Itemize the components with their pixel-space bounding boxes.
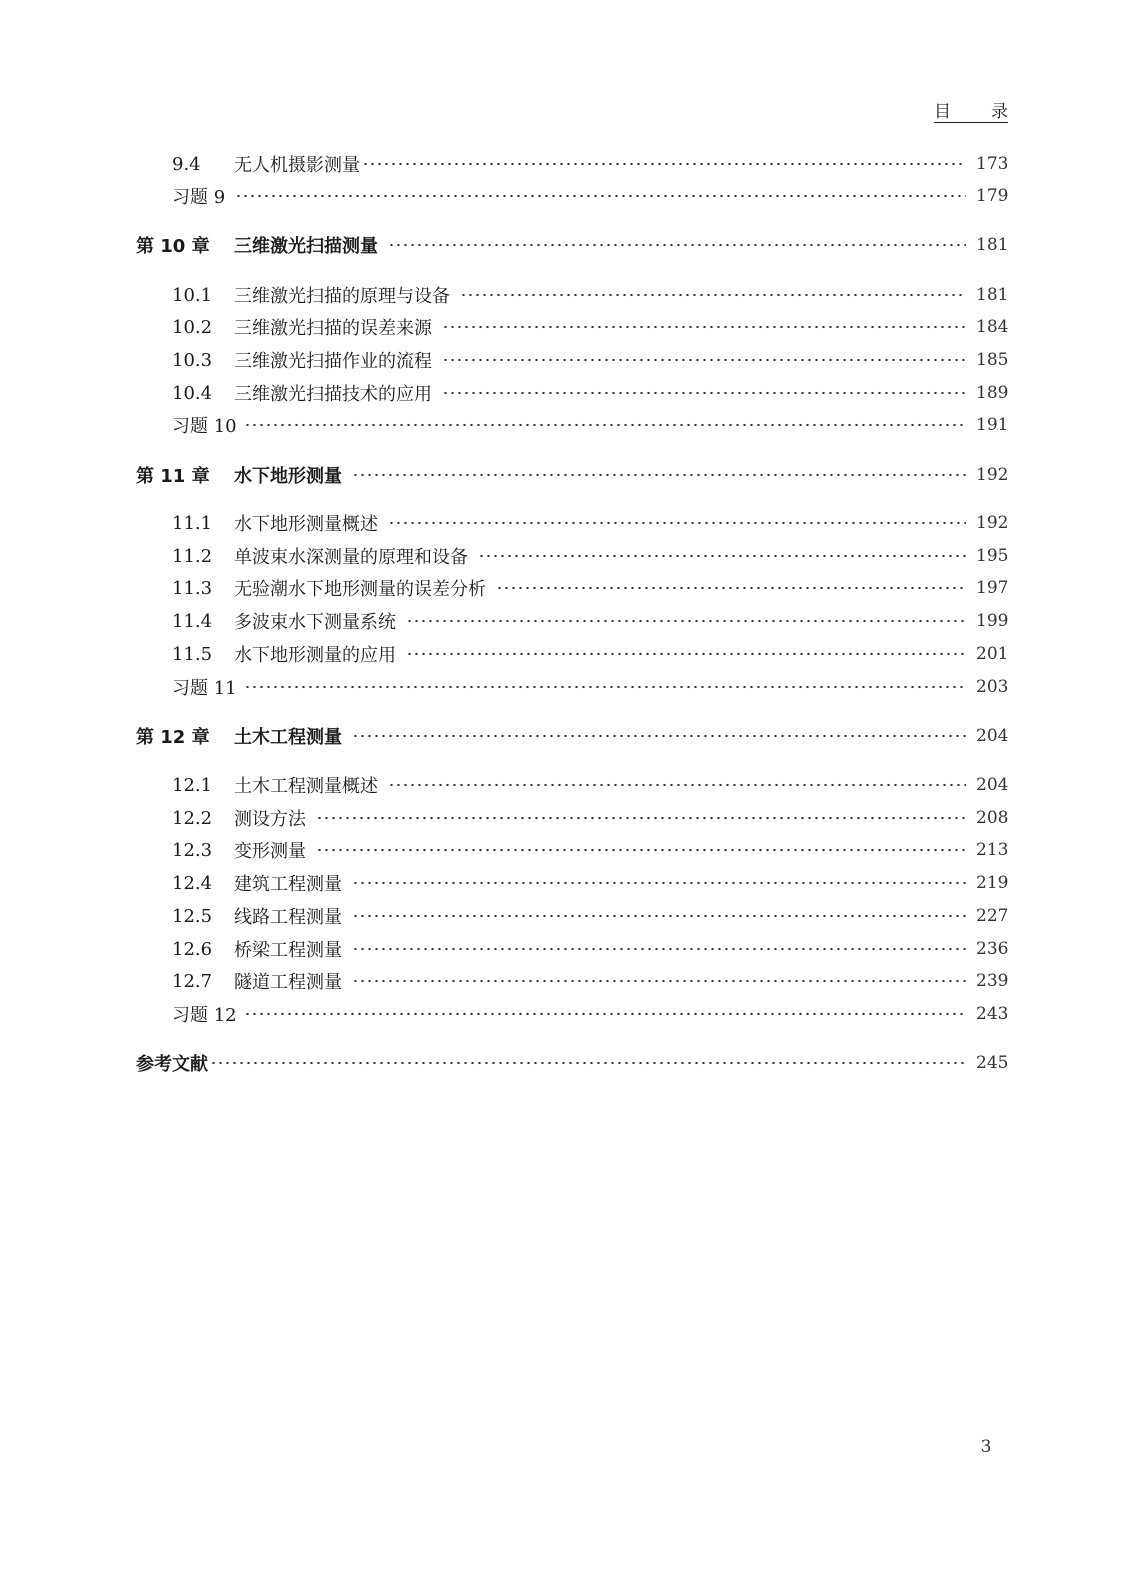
toc-entry-10-4[interactable] <box>172 380 1008 406</box>
toc-entry-page: 179 <box>976 186 1009 206</box>
dot-leader <box>388 243 966 247</box>
toc-entry-page: 236 <box>976 939 1009 959</box>
toc-entry-number: 11.1 <box>172 512 213 534</box>
toc-entry-title: 测设方法 <box>234 809 306 830</box>
toc-entry-page: 201 <box>976 644 1009 664</box>
header-right-char: 录 <box>991 101 1008 122</box>
toc-entry-12-3[interactable] <box>172 837 1008 863</box>
toc-entry-page: 181 <box>976 285 1009 305</box>
toc-entry-title: 水下地形测量的应用 <box>234 645 396 666</box>
toc-entry-title: 无验潮水下地形测量的误差分析 <box>234 579 486 600</box>
toc-entry-exercise-12[interactable] <box>172 1001 1008 1027</box>
dot-leader <box>244 1012 966 1016</box>
toc-entry-page: 184 <box>976 317 1009 337</box>
toc-entry-12-7[interactable] <box>172 968 1008 994</box>
chapter-page: 192 <box>976 465 1009 485</box>
toc-entry-title: 三维激光扫描的原理与设备 <box>234 286 450 307</box>
toc-entry-title: 多波束水下测量系统 <box>234 612 396 633</box>
dot-leader <box>460 293 966 297</box>
toc-entry-12-4[interactable] <box>172 870 1008 896</box>
toc-entry-page: 192 <box>976 513 1009 533</box>
toc-entry-11-2[interactable] <box>172 543 1008 569</box>
dot-leader <box>388 521 966 525</box>
toc-entry-page: 197 <box>976 578 1009 598</box>
toc-chapter-10[interactable] <box>136 232 1008 258</box>
toc-entry-title: 隧道工程测量 <box>234 972 342 993</box>
chapter-title: 水下地形测量 <box>234 466 342 487</box>
toc-entry-number: 11.5 <box>172 643 213 665</box>
chapter-title: 土木工程测量 <box>234 727 342 748</box>
toc-chapter-12[interactable] <box>136 723 1008 749</box>
dot-leader <box>352 734 966 738</box>
toc-entry-page: 204 <box>976 775 1009 795</box>
toc-entry-page: 191 <box>976 415 1009 435</box>
dot-leader <box>352 881 966 885</box>
toc-entry-number: 11.2 <box>172 545 213 567</box>
chapter-page: 204 <box>976 726 1009 746</box>
toc-entry-page: 189 <box>976 383 1009 403</box>
toc-entry-exercise-11[interactable] <box>172 674 1008 700</box>
dot-leader <box>388 783 966 787</box>
toc-entry-number: 12.1 <box>172 774 213 796</box>
toc-entry-12-6[interactable] <box>172 936 1008 962</box>
toc-entry-number: 习题 11 <box>172 678 237 699</box>
toc-entry-11-4[interactable] <box>172 608 1008 634</box>
toc-entry-number: 10.3 <box>172 349 213 371</box>
toc-entry-title: 单波束水深测量的原理和设备 <box>234 547 468 568</box>
toc-entry-number: 10.4 <box>172 382 213 404</box>
dot-leader <box>244 685 966 689</box>
toc-entry-page: 208 <box>976 808 1009 828</box>
toc-entry-number: 9.4 <box>172 153 201 175</box>
dot-leader <box>406 619 966 623</box>
toc-entry-12-5[interactable] <box>172 903 1008 929</box>
toc-entry-number: 12.4 <box>172 872 213 894</box>
dot-leader <box>442 325 966 329</box>
toc-entry-12-1[interactable] <box>172 772 1008 798</box>
toc-entry-number: 10.2 <box>172 316 213 338</box>
dot-leader <box>352 979 966 983</box>
toc-entry-page: 199 <box>976 611 1009 631</box>
toc-entry-10-1[interactable] <box>172 282 1008 308</box>
toc-entry-11-1[interactable] <box>172 510 1008 536</box>
toc-entry-title: 习题 9 <box>172 187 226 208</box>
dot-leader <box>478 554 966 558</box>
toc-entry-page: 203 <box>976 677 1009 697</box>
toc-entry-page: 185 <box>976 350 1009 370</box>
toc-entry-title: 水下地形测量概述 <box>234 514 378 535</box>
toc-entry-page: 173 <box>976 154 1009 174</box>
toc-references[interactable] <box>136 1050 1008 1076</box>
toc-entry-number: 习题 10 <box>172 416 237 437</box>
dot-leader <box>316 848 966 852</box>
toc-entry-9-4[interactable] <box>172 151 1008 177</box>
toc-entry-10-3[interactable] <box>172 347 1008 373</box>
dot-leader <box>352 914 966 918</box>
chapter-number: 第 10 章 <box>136 236 210 257</box>
dot-leader <box>210 1061 966 1065</box>
dot-leader <box>352 473 966 477</box>
header-left-char: 目 <box>934 101 951 122</box>
toc-entry-number: 12.3 <box>172 839 213 861</box>
toc-entry-number: 12.7 <box>172 970 213 992</box>
toc-entry-page: 243 <box>976 1004 1009 1024</box>
dot-leader <box>235 194 966 198</box>
toc-entry-number: 12.5 <box>172 905 213 927</box>
toc-entry-title: 三维激光扫描的误差来源 <box>234 318 432 339</box>
chapter-title: 三维激光扫描测量 <box>234 236 378 257</box>
dot-leader <box>406 652 966 656</box>
chapter-number: 第 11 章 <box>136 466 210 487</box>
toc-entry-title: 桥梁工程测量 <box>234 940 342 961</box>
references-title: 参考文献 <box>136 1054 208 1075</box>
toc-entry-title: 变形测量 <box>234 841 306 862</box>
toc-entry-number: 10.1 <box>172 284 213 306</box>
dot-leader <box>442 358 966 362</box>
toc-entry-number: 11.3 <box>172 577 213 599</box>
toc-entry-page: 227 <box>976 906 1009 926</box>
toc-entry-number: 习题 12 <box>172 1005 237 1026</box>
dot-leader <box>244 423 966 427</box>
toc-entry-10-2[interactable] <box>172 314 1008 340</box>
toc-entry-title: 无人机摄影测量 <box>234 155 360 176</box>
toc-entry-page: 239 <box>976 971 1009 991</box>
running-header <box>934 96 1008 123</box>
toc-entry-title: 建筑工程测量 <box>234 874 342 895</box>
toc-entry-title: 线路工程测量 <box>234 907 342 928</box>
dot-leader <box>352 947 966 951</box>
toc-entry-page: 213 <box>976 840 1009 860</box>
toc-entry-page: 195 <box>976 546 1009 566</box>
toc-entry-page: 219 <box>976 873 1009 893</box>
toc-entry-12-2[interactable] <box>172 805 1008 831</box>
toc-entry-11-3[interactable] <box>172 575 1008 601</box>
toc-entry-exercise-10[interactable] <box>172 412 1008 438</box>
references-page: 245 <box>976 1053 1009 1073</box>
toc-entry-title: 土木工程测量概述 <box>234 776 378 797</box>
toc-chapter-11[interactable] <box>136 462 1008 488</box>
toc-entry-title: 三维激光扫描作业的流程 <box>234 351 432 372</box>
chapter-page: 181 <box>976 235 1009 255</box>
dot-leader <box>316 816 966 820</box>
dot-leader <box>496 586 966 590</box>
dot-leader <box>362 162 966 166</box>
chapter-number: 第 12 章 <box>136 727 210 748</box>
toc-entry-number: 11.4 <box>172 610 213 632</box>
toc-entry-number: 12.2 <box>172 807 213 829</box>
toc-entry-11-5[interactable] <box>172 641 1008 667</box>
page-number: 3 <box>980 1437 992 1457</box>
dot-leader <box>442 391 966 395</box>
toc-entry-number: 12.6 <box>172 938 213 960</box>
toc-entry-title: 三维激光扫描技术的应用 <box>234 384 432 405</box>
toc-entry-exercise-9[interactable] <box>172 183 1008 209</box>
